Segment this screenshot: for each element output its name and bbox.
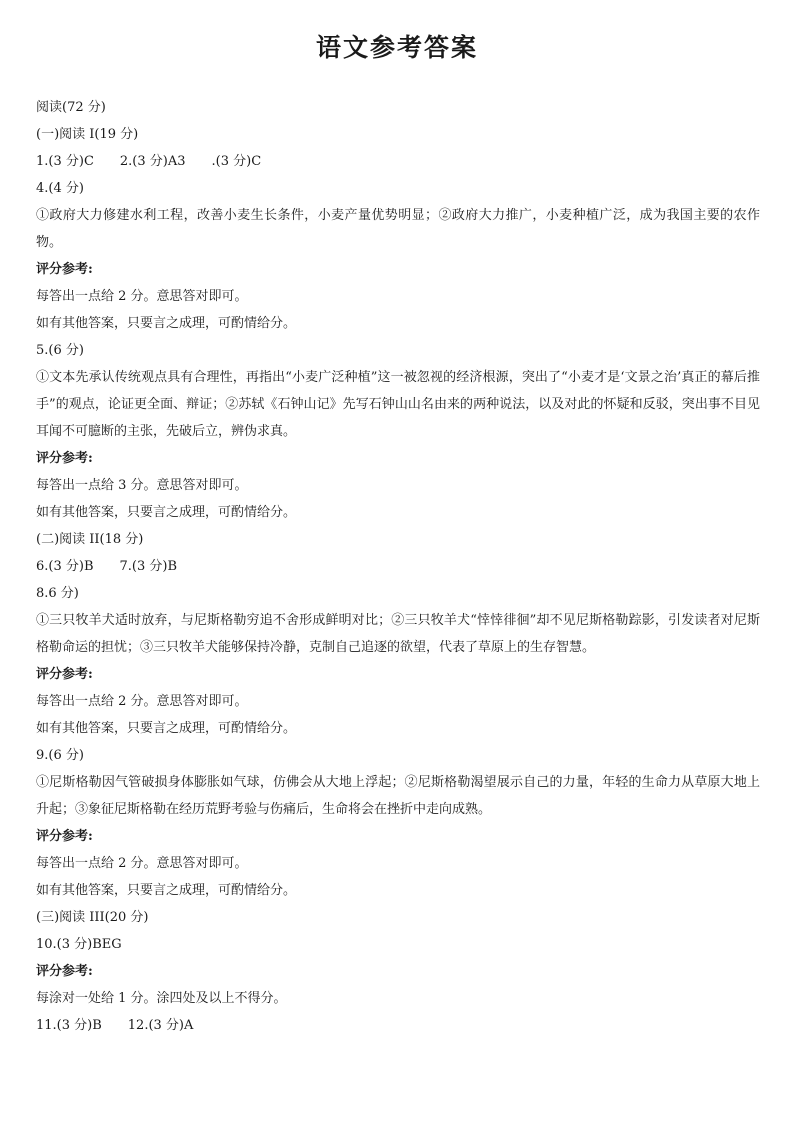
answer-q7: 7.(3 分)B bbox=[119, 559, 178, 574]
reading-header: 阅读(72 分) bbox=[36, 100, 106, 115]
section-2-header: (二)阅读 II(18 分) bbox=[36, 532, 144, 547]
answer-q8: ①三只牧羊犬适时放弃，与尼斯格勒穷追不舍形成鲜明对比；②三只牧羊犬“悻悻徘徊”却不见尼斯格勒踪影，引发读者对尼斯格勒命运的担忧；③三只牧羊犬能够保持冷静，克制自己追逐的欲望，代表了草原上的生存智慧。 bbox=[36, 613, 760, 655]
eval-rule-q5: 每答出一点给 3 分。意思答对即可。 bbox=[36, 478, 248, 493]
answers-11-12 bbox=[36, 1012, 760, 1039]
page-title: 语文参考答案 bbox=[315, 33, 478, 62]
eval-other-q5: 如有其他答案，只要言之成理，可酌情给分。 bbox=[36, 505, 297, 520]
eval-rule-q8: 每答出一点给 2 分。意思答对即可。 bbox=[36, 694, 248, 709]
eval-label-q10: 评分参考: bbox=[36, 964, 93, 979]
question-5-header: 5.(6 分) bbox=[36, 343, 84, 358]
question-9-header: 9.(6 分) bbox=[36, 748, 84, 763]
eval-other-q4: 如有其他答案，只要言之成理，可酌情给分。 bbox=[36, 316, 297, 331]
eval-label-q9: 评分参考: bbox=[36, 829, 93, 844]
answer-content bbox=[36, 94, 760, 1039]
answer-q3: .(3 分)C bbox=[211, 154, 262, 169]
eval-label-q8: 评分参考: bbox=[36, 667, 93, 682]
answer-q4: ①政府大力修建水利工程，改善小麦生长条件，小麦产量优势明显；②政府大力推广，小麦种植广泛，成为我国主要的农作物。 bbox=[36, 208, 760, 250]
section-3-header: (三)阅读 III(20 分) bbox=[36, 910, 149, 925]
section-1-header: (一)阅读 I(19 分) bbox=[36, 127, 139, 142]
answer-q10: 10.(3 分)BEG bbox=[36, 937, 122, 952]
eval-label-q4: 评分参考: bbox=[36, 262, 93, 277]
answer-q9: ①尼斯格勒因气管破损身体膨胀如气球，仿佛会从大地上浮起；②尼斯格勒渴望展示自己的力量，年轻的生命力从草原大地上升起；③象征尼斯格勒在经历荒野考验与伤痛后，生命将会在挫折中走向成熟。 bbox=[36, 775, 760, 817]
answer-q1: 1.(3 分)C bbox=[36, 154, 94, 169]
answer-q5: ①文本先承认传统观点具有合理性，再指出“小麦广泛种植”这一被忽视的经济根源，突出了“小麦才是‘文景之治’真正的幕后推手”的观点，论证更全面、辩证；②苏轼《石钟山记》先写石钟山山名由来的两种说法，以及对此的怀疑和反驳，突出事不目见耳闻不可臆断的主张，先破后立，辨伪求真。 bbox=[36, 370, 760, 439]
answer-q11: 11.(3 分)B bbox=[36, 1018, 102, 1033]
eval-other-q8: 如有其他答案，只要言之成理，可酌情给分。 bbox=[36, 721, 297, 736]
answer-q12: 12.(3 分)A bbox=[127, 1018, 194, 1033]
eval-rule-q10: 每涂对一处给 1 分。涂四处及以上不得分。 bbox=[36, 991, 287, 1006]
eval-other-q9: 如有其他答案，只要言之成理，可酌情给分。 bbox=[36, 883, 297, 898]
answer-q6: 6.(3 分)B bbox=[36, 559, 94, 574]
answer-q2: 2.(3 分)A3 bbox=[119, 154, 186, 169]
eval-label-q5: 评分参考: bbox=[36, 451, 93, 466]
eval-rule-q9: 每答出一点给 2 分。意思答对即可。 bbox=[36, 856, 248, 871]
question-8-header: 8.6 分) bbox=[36, 586, 79, 601]
answers-6-7 bbox=[36, 553, 760, 580]
answers-1-3 bbox=[36, 148, 760, 175]
question-4-header: 4.(4 分) bbox=[36, 181, 84, 196]
eval-rule-q4: 每答出一点给 2 分。意思答对即可。 bbox=[36, 289, 248, 304]
